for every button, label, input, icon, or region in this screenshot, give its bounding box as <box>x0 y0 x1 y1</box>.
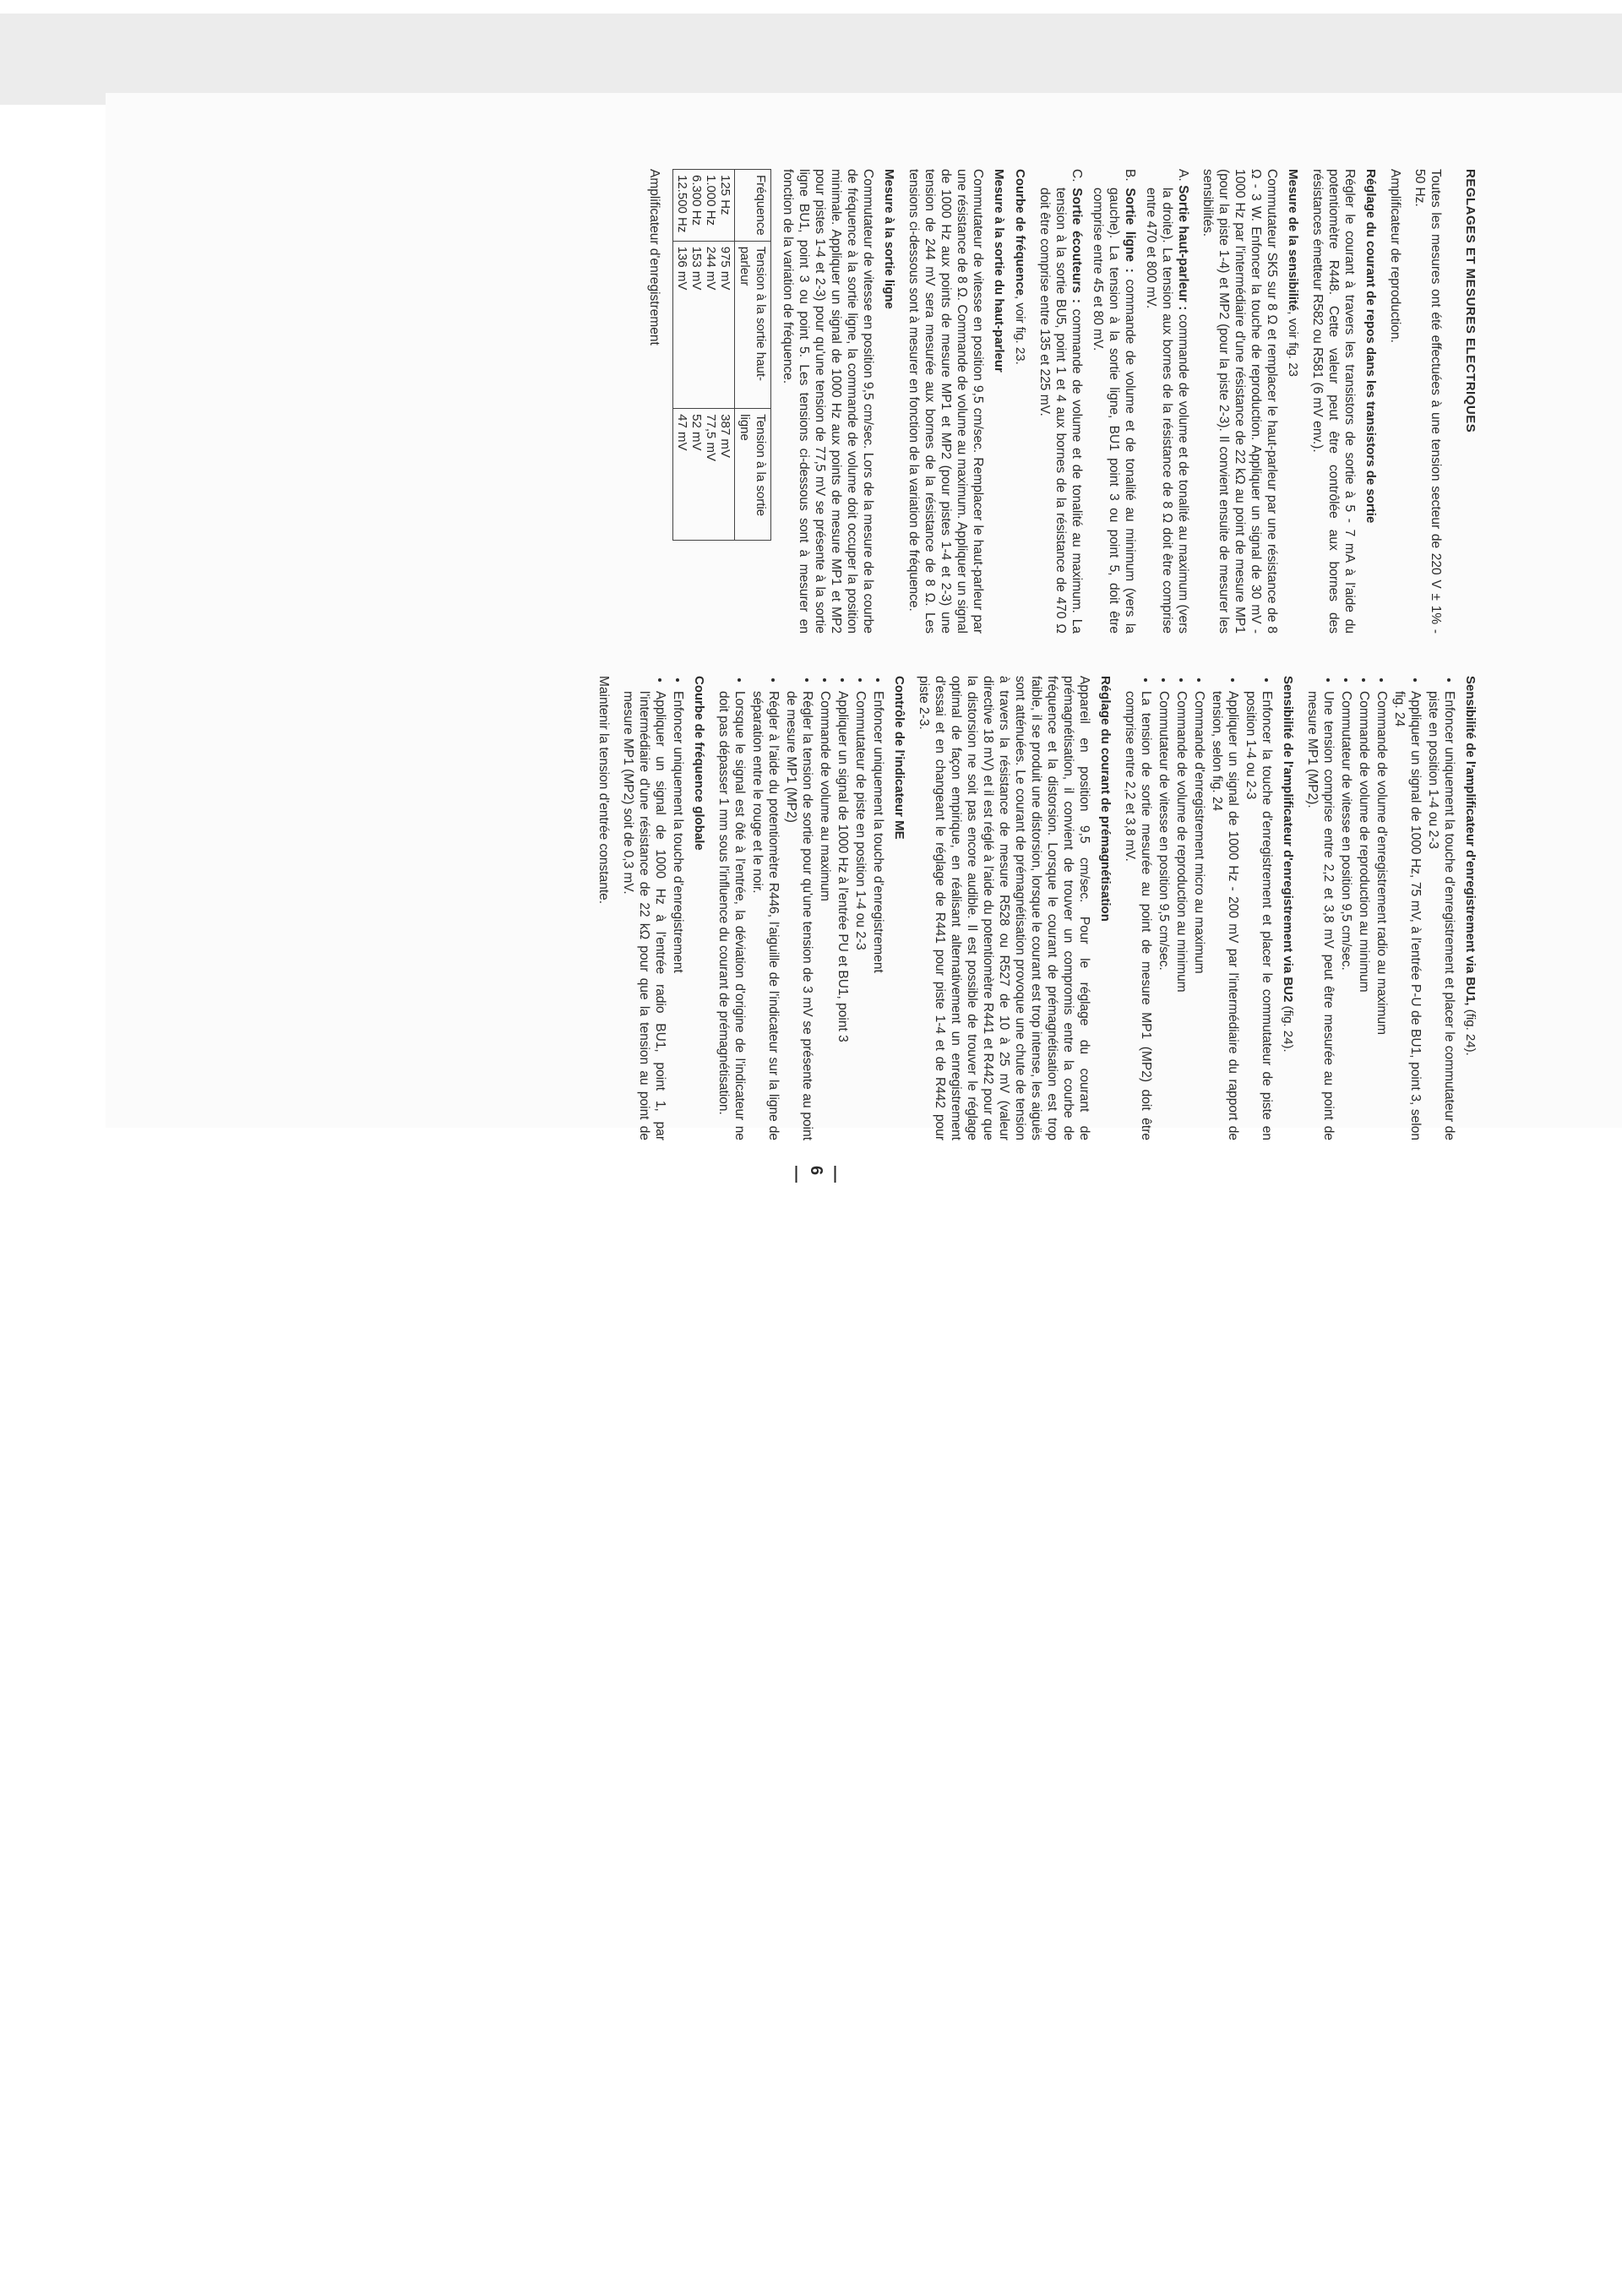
table-cell-frequencies <box>673 170 735 242</box>
heading-ligne: Mesure à la sortie ligne <box>882 169 896 309</box>
table-cell: 125 Hz <box>718 175 732 215</box>
heading-courbe-label: Courbe de fréquence <box>1013 169 1027 297</box>
list-item: • Commande d'enregistrement micro au maximum <box>1191 691 1207 1140</box>
heading-courbe <box>1012 169 1028 634</box>
item-title: Sortie haut-parleur : <box>1176 185 1190 311</box>
globale-list <box>620 676 686 1140</box>
bu1-list <box>1304 676 1457 1140</box>
table-cell: 975 mV <box>718 246 732 291</box>
list-item: • Commutateur de vitesse en position 9,5 cm/sec. <box>1338 691 1354 1140</box>
heading-courbe-suffix: , voir fig. 23. <box>1013 296 1027 365</box>
list-item: • Appliquer un signal de 1000 Hz à l'entrée radio BU1, point 1, par l'intermédiaire d'une résistance de 22 kΩ pour que la tension au point de mesure MP1 (MP2) soit de 0,3 mV. <box>620 691 668 1140</box>
list-item: • Une tension comprise entre 2,2 et 3,8 mV peut être mesurée au point de mesure MP1 (MP2). <box>1304 691 1336 1140</box>
table-cell: 1.000 Hz <box>704 175 718 226</box>
table-row <box>673 170 735 541</box>
table-cell: 153 mV <box>689 246 704 291</box>
list-item: • Appliquer un signal de 1000 Hz - 200 mV par l'intermédiaire du rapport de tension, selon fig. 24 <box>1209 691 1241 1140</box>
text-sensibilite: Commutateur SK5 sur 8 Ω et remplacer le haut-parleur par une résistance de 8 Ω - 3 W. Enfoncer la touche de reproduction. Appliquer un signal de 30 mV - 1000 Hz par l'intermédiaire d'une résistance de 22 kΩ au point de mesure MP1 (pour la piste 1-4) et MP2 (pour la piste 2-3). Il convient ensuite de mesurer les sensibilités. <box>1200 169 1279 634</box>
table-cell: 6.300 Hz <box>689 175 704 226</box>
list-item: • Régler la tension de sortie pour qu'une tension de 3 mV se présente au point de mesure MP1 (MP2) <box>783 691 815 1140</box>
right-column <box>587 676 1478 1140</box>
heading-globale: Courbe de fréquence globale <box>692 676 706 851</box>
frequency-table <box>672 169 771 541</box>
table-cell: 77,5 mV <box>704 414 718 462</box>
table-header: Fréquence <box>735 170 771 242</box>
list-item: • Appliquer un signal de 1000 Hz à l'entrée PU et BU1, point 3 <box>835 691 851 1140</box>
table-cell: 52 mV <box>689 414 704 451</box>
list-item: • Enfoncer uniquement la touche d'enregistrement et placer le commutateur de piste en position 1-4 ou 2-3 <box>1425 691 1457 1140</box>
list-item: • Commande de volume d'enregistrement radio au maximum <box>1374 691 1390 1140</box>
footer-heading: Amplificateur d'enregistrement <box>647 169 661 345</box>
heading-premag: Réglage du courant de prémagnétisation <box>1098 676 1113 922</box>
list-item: • Enfoncer uniquement la touche d'enregistrement <box>670 691 686 1140</box>
bu2-list <box>1122 676 1275 1140</box>
heading-bu2-label: Sensibilité de l'amplificateur d'enregistrement via BU2 <box>1281 676 1295 1003</box>
table-header-row <box>735 170 771 541</box>
item-label: C. <box>1070 169 1084 182</box>
list-item: • Enfoncer uniquement la touche d'enregistrement <box>870 691 886 1140</box>
heading-bu1 <box>1462 676 1478 1140</box>
rotated-page-content <box>177 169 1478 1183</box>
list-item: • Commande de volume de reproduction au minimum <box>1356 691 1372 1140</box>
text-ligne: Commutateur de vitesse en position 9,5 cm/sec. Lors de la mesure de la courbe de fréquence à la sortie ligne, la commande de volume doit occuper la position minimale. Appliquer un signal de 1000 Hz aux points de mesure MP1 et MP2 pour pistes 1-4 et 2-3) pour qu'une tension de 77,5 mV se présente à la sortie ligne BU1, point 3 ou point 5. Les tensions ci-dessous sont à mesurer en fonction de la variation de fréquence. <box>781 169 875 634</box>
heading-sensibilite <box>1285 169 1301 634</box>
list-item: • Commutateur de vitesse en position 9,5 cm/sec. <box>1156 691 1172 1140</box>
item-text: commande de volume et de tonalité au minimum (vers la gauche). La tension à la sortie ligne, BU1 point 3 ou point 5, doit être comprise entre 45 et 80 mV. <box>1091 188 1137 634</box>
table-header: Tension à la sortie haut-parleur <box>735 241 771 408</box>
heading-bu2-suffix: (fig. 24). <box>1281 1002 1295 1053</box>
list-item: • Commande de volume de reproduction au minimum <box>1173 691 1189 1140</box>
table-cell: 47 mV <box>675 414 689 451</box>
intro-text-1: Toutes les mesures ont été effectuées à une tension secteur de 220 V ± 1% - 50 Hz. <box>1412 169 1443 634</box>
heading-sensibilite-suffix: , voir fig. 23 <box>1286 311 1300 377</box>
sensibilite-item-b <box>1090 169 1138 634</box>
list-item: • Enfoncer la touche d'enregistrement et placer le commutateur de piste en position 1-4 ou 2-3 <box>1243 691 1275 1140</box>
list-item: • Commutateur de piste en position 1-4 ou 2-3 <box>852 691 868 1140</box>
table-cell: 136 mV <box>675 246 689 291</box>
sensibilite-item-a <box>1143 169 1191 634</box>
heading-bu1-suffix: (fig. 24). <box>1463 1005 1478 1056</box>
table-cell: 244 mV <box>704 246 718 291</box>
sensibilite-item-c <box>1037 169 1085 634</box>
list-item: • Appliquer un signal de 1000 Hz, 75 mV, à l'entrée P-U de BU1, point 3, selon fig. 24 <box>1391 691 1423 1140</box>
heading-sensibilite-label: Mesure de la sensibilité <box>1286 169 1300 312</box>
item-label: A. <box>1176 169 1190 182</box>
table-header: Tension à la sortie ligne <box>735 409 771 541</box>
text-repos: Régler le courant à travers les transistors de sortie à 5 - 7 mA à l'aide du potentiomètre R448. Cette valeur peut être contrôlée aux bornes des résistances émetteur R582 ou R581 (6 mV env.). <box>1310 169 1357 634</box>
table-cell-hp <box>673 241 735 408</box>
item-title: Sortie ligne : <box>1123 188 1137 273</box>
list-item: • La tension de sortie mesurée au point de mesure MP1 (MP2) doit être comprise entre 2,2 et 3,8 mV. <box>1122 691 1154 1140</box>
list-item: • Lorsque le signal est ôté à l'entrée, la déviation d'origine de l'indicateur ne doit pas dépasser 1 mm sous l'influence du courant de prémagnétisation. <box>716 691 748 1140</box>
item-text: commande de volume et de tonalité au maximum (vers la droite). La tension aux bornes de la résistance de 8 Ω doit être comprise entre 470 et 800 mV. <box>1144 188 1190 634</box>
item-title: Sortie écouteurs : <box>1070 188 1084 304</box>
heading-me: Contrôle de l'indicateur ME <box>892 676 906 840</box>
heading-bu1-label: Sensibilité de l'amplificateur d'enregistrement via BU1, <box>1463 676 1478 1006</box>
heading-hp: Mesure à la sortie du haut-parleur <box>992 169 1006 373</box>
text-premag: Appareil en position 9,5 cm/sec. Pour le réglage du courant de prémagnétisation, il convient de trouver un compromis entre la courbe de fréquence et la distorsion. Lorsque le courant de prémagnétisation est trop faible, il se produit une distorsion, lorsque le courant est trop intense, les aiguës sont atténuées. Le courant de prémagnétisation provoque une chute de tension à travers la résistance de mesure R528 ou R527 de 10 à 25 mV (valeur directive 18 mV) et il est réglé à l'aide du potentiomètre R441 et R442 pour que la distorsion ne soit pas encore audible. Il est possible de trouver le réglage optimal de façon empirique, en réalisant alternativement un enregistrement d'essai et en changeant le réglage de R441 pour piste 1-4 et de R442 pour piste 2-3. <box>917 676 1091 1140</box>
heading-repos: Réglage du courant de repos dans les transistors de sortie <box>1363 169 1378 524</box>
table-cell: 12.500 Hz <box>675 175 689 233</box>
list-item: • Régler à l'aide du potentiomètre R446, l'aiguille de l'indicateur sur la ligne de séparation entre le rouge et le noir. <box>749 691 781 1140</box>
heading-bu2 <box>1280 676 1296 1140</box>
item-label: B. <box>1123 169 1137 182</box>
intro-text-2: Amplificateur de reproduction. <box>1388 169 1402 343</box>
me-list <box>716 676 886 1140</box>
item-text: commande de volume et de tonalité au maximum. La tension à la sortie BU5, point 1 et 4 aux bornes de la résistance de 470 Ω doit être comprise entre 135 et 225 mV. <box>1037 188 1084 634</box>
page-number: — 6 — <box>787 1166 845 1183</box>
text-globale-closing: Maintenir la tension d'entrée constante. <box>596 676 611 905</box>
table-cell-ligne <box>673 409 735 541</box>
page-title: REGLAGES ET MESURES ELECTRIQUES <box>1463 169 1478 433</box>
left-column <box>638 169 1478 634</box>
text-hp: Commutateur de vitesse en position 9,5 cm/sec. Remplacer le haut-parleur par une résistance de 8 Ω. Commande de volume au maximum. Appliquer un signal de 1000 Hz aux points de mesure MP1 et MP2 (pour pistes 1-4 et 2-3) une tension de 244 mV sera mesurée aux bornes de la résistance de 8 Ω. Les tensions ci-dessous sont à mesurer en fonction de la variation de fréquence. <box>906 169 985 634</box>
table-cell: 387 mV <box>718 414 732 458</box>
list-item: • Commande de volume au maximum <box>817 691 833 1140</box>
scan-top-band <box>0 14 1622 105</box>
